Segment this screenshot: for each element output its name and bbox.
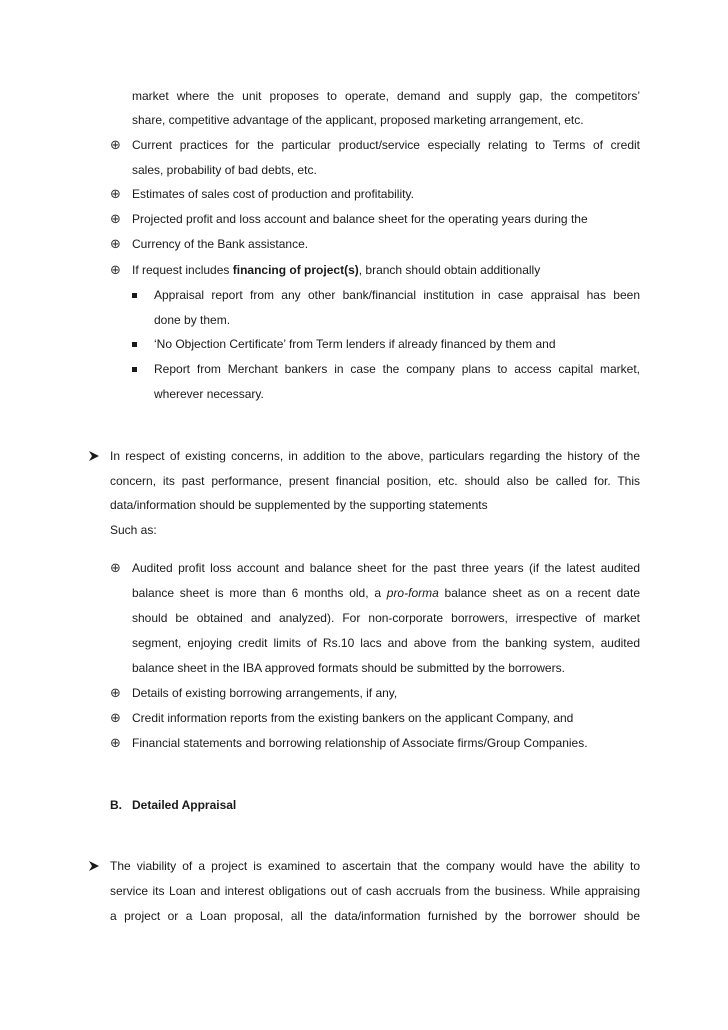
sub-list-item-line: Report from Merchant bankers in case the company plans to access capital market,: [154, 362, 640, 376]
square-bullet-icon: [132, 293, 137, 298]
circle-plus-bullet-icon: ⊕: [110, 735, 121, 750]
circle-plus-bullet-icon: ⊕: [110, 710, 121, 725]
text-run: balance sheet is more than 6 months old, a: [132, 586, 387, 600]
circle-plus-bullet-icon: ⊕: [110, 137, 121, 152]
list-item-line: Audited profit loss account and balance sheet for the past three years (if the latest audited: [132, 561, 640, 575]
italic-text: pro-forma: [386, 586, 439, 600]
arrow-bullet-icon: [88, 860, 100, 872]
list-item-line: Financial statements and borrowing relationship of Associate firms/Group Companies.: [132, 736, 588, 750]
paragraph-line: data/information should be supplemented by the supporting statements: [110, 498, 488, 512]
circle-plus-bullet-icon: ⊕: [110, 262, 121, 277]
list-item-line: Estimates of sales cost of production and profitability.: [132, 187, 414, 201]
circle-plus-bullet-icon: ⊕: [110, 560, 121, 575]
list-item-line: balance sheet in the IBA approved formats should be submitted by the borrowers.: [132, 661, 565, 675]
list-item-line: [132, 262, 540, 278]
paragraph-line: market where the unit proposes to operate, demand and supply gap, the competitors’: [132, 89, 640, 103]
list-item-line: should be obtained and analyzed). For non-corporate borrowers, irrespective of market: [132, 611, 640, 625]
text-run: If request includes: [132, 263, 233, 277]
arrow-bullet-icon: [88, 450, 100, 462]
list-item-line: segment, enjoying credit limits of Rs.10 lacs and above from the banking system, audited: [132, 636, 640, 650]
text-run: balance sheet as on a recent date: [438, 586, 640, 600]
paragraph-line: Such as:: [110, 523, 157, 537]
paragraph-line: share, competitive advantage of the applicant, proposed marketing arrangement, etc.: [132, 113, 584, 127]
sub-list-item-line: Appraisal report from any other bank/financial institution in case appraisal has been: [154, 288, 640, 302]
list-item-line: Current practices for the particular product/service especially relating to Terms of credit: [132, 138, 640, 152]
circle-plus-bullet-icon: ⊕: [110, 211, 121, 226]
list-item-line: Credit information reports from the existing bankers on the applicant Company, and: [132, 711, 574, 725]
sub-list-item-line: done by them.: [154, 313, 231, 327]
list-item-line: [132, 585, 640, 601]
text-run: , branch should obtain additionally: [358, 263, 541, 277]
square-bullet-icon: [132, 342, 137, 347]
bold-text: financing of project(s): [232, 263, 359, 277]
list-item-line: Details of existing borrowing arrangements, if any,: [132, 686, 398, 700]
paragraph-line: service its Loan and interest obligations out of cash accruals from the business. While appraising: [110, 884, 640, 898]
circle-plus-bullet-icon: ⊕: [110, 685, 121, 700]
list-item-line: Projected profit and loss account and balance sheet for the operating years during the: [132, 212, 588, 226]
section-heading: B. Detailed Appraisal: [110, 798, 237, 812]
circle-plus-bullet-icon: ⊕: [110, 186, 121, 201]
sub-list-item-line: ‘No Objection Certificate’ from Term lenders if already financed by them and: [154, 337, 556, 351]
paragraph-line: a project or a Loan proposal, all the data/information furnished by the borrower should be: [110, 909, 640, 923]
sub-list-item-line: wherever necessary.: [154, 387, 264, 401]
list-item-line: Currency of the Bank assistance.: [132, 237, 309, 251]
square-bullet-icon: [132, 367, 137, 372]
paragraph-line: In respect of existing concerns, in addition to the above, particulars regarding the history of the: [110, 449, 640, 463]
paragraph-line: The viability of a project is examined to ascertain that the company would have the ability to: [110, 859, 640, 873]
paragraph-line: concern, its past performance, present financial position, etc. should also be called for. This: [110, 474, 640, 488]
circle-plus-bullet-icon: ⊕: [110, 236, 121, 251]
list-item-line: sales, probability of bad debts, etc.: [132, 163, 317, 177]
